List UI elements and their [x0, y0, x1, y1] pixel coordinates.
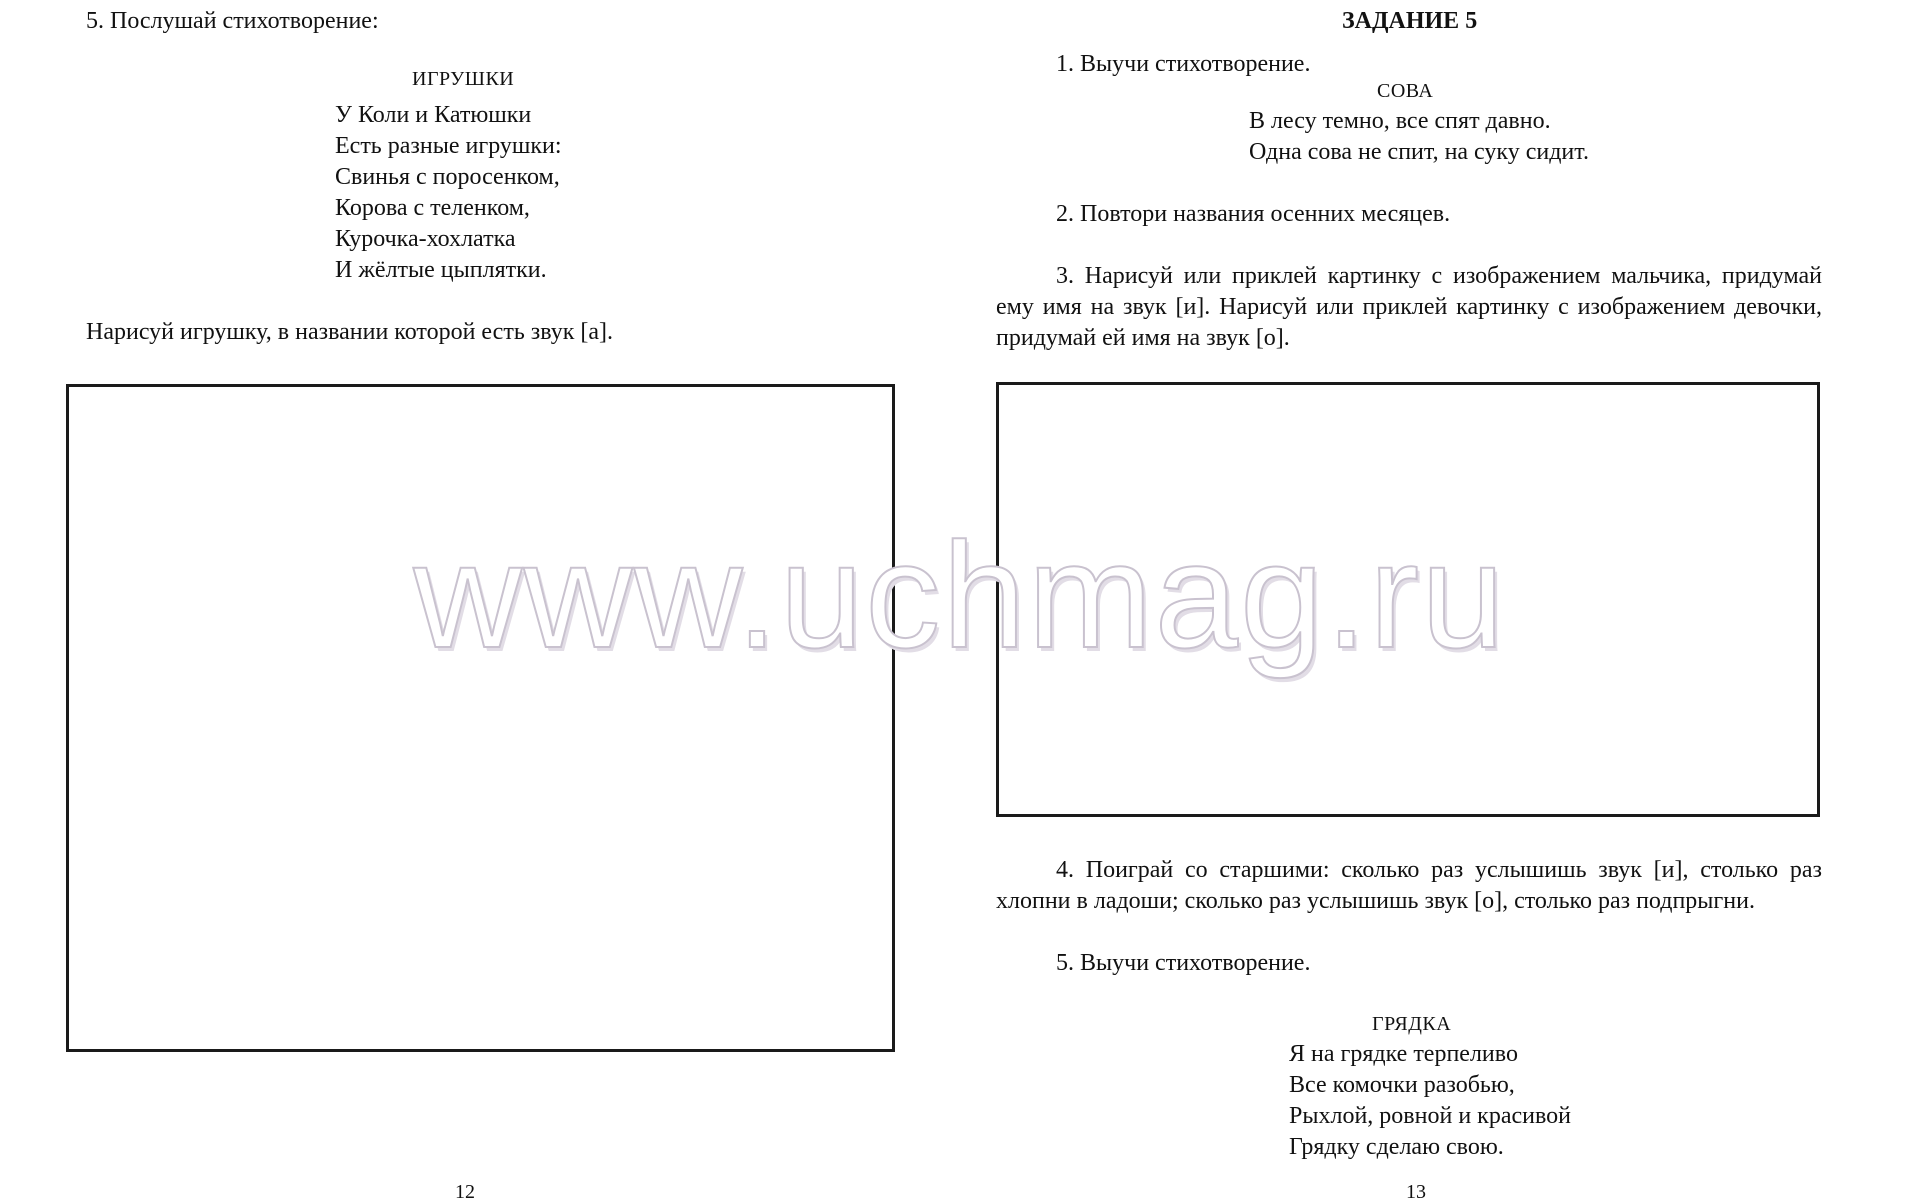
section-title: ЗАДАНИЕ 5 [1342, 8, 1478, 34]
poem-line: И жёлтые цыплятки. [335, 257, 547, 283]
poem-title: ГРЯДКА [1372, 1013, 1452, 1035]
poem-line: Все комочки разобью, [1289, 1072, 1515, 1098]
drawing-area[interactable] [996, 382, 1820, 817]
task-heading: 5. Послушай стихотворение: [86, 8, 379, 34]
drawing-instruction: Нарисуй игрушку, в названии которой есть звук [а]. [86, 319, 614, 345]
poem-line: Корова с теленком, [335, 195, 530, 221]
task-3: 3. Нарисуй или приклей картинку с изображением мальчика, придумай ему имя на звук [и]. Нарисуй или приклей картинку с изображением девочки, придумай ей имя на звук [о]. [996, 263, 1822, 351]
drawing-area[interactable] [66, 384, 895, 1052]
right-page [960, 0, 1920, 1203]
poem-line: Я на грядке терпеливо [1289, 1041, 1518, 1067]
poem-title: ИГРУШКИ [412, 68, 515, 90]
poem-body [1289, 1039, 1571, 1163]
task-4: 4. Поиграй со старшими: сколько раз услышишь звук [и], столько раз хлопни в ладоши; сколько раз услышишь звук [о], столько раз подпрыгни. [996, 857, 1822, 914]
left-page [0, 0, 960, 1203]
poem-line: Грядку сделаю свою. [1289, 1134, 1504, 1160]
task-5: 5. Выучи стихотворение. [1056, 950, 1311, 976]
poem-title: СОВА [1377, 80, 1434, 102]
task-1: 1. Выучи стихотворение. [1056, 51, 1311, 77]
poem-line: Курочка-хохлатка [335, 226, 516, 252]
page-number: 13 [1406, 1181, 1426, 1203]
poem-body [1249, 106, 1589, 168]
poem-line: Одна сова не спит, на суку сидит. [1249, 139, 1589, 165]
poem-body [335, 100, 562, 286]
watermark: www.uchmag.ru [413, 511, 1507, 679]
poem-line: У Коли и Катюшки [335, 102, 532, 128]
task-2: 2. Повтори названия осенних месяцев. [1056, 201, 1451, 227]
page-number: 12 [455, 1181, 475, 1203]
poem-line: Свинья с поросенком, [335, 164, 560, 190]
poem-line: Есть разные игрушки: [335, 133, 562, 159]
poem-line: Рыхлой, ровной и красивой [1289, 1103, 1571, 1129]
poem-line: В лесу темно, все спят давно. [1249, 108, 1551, 134]
